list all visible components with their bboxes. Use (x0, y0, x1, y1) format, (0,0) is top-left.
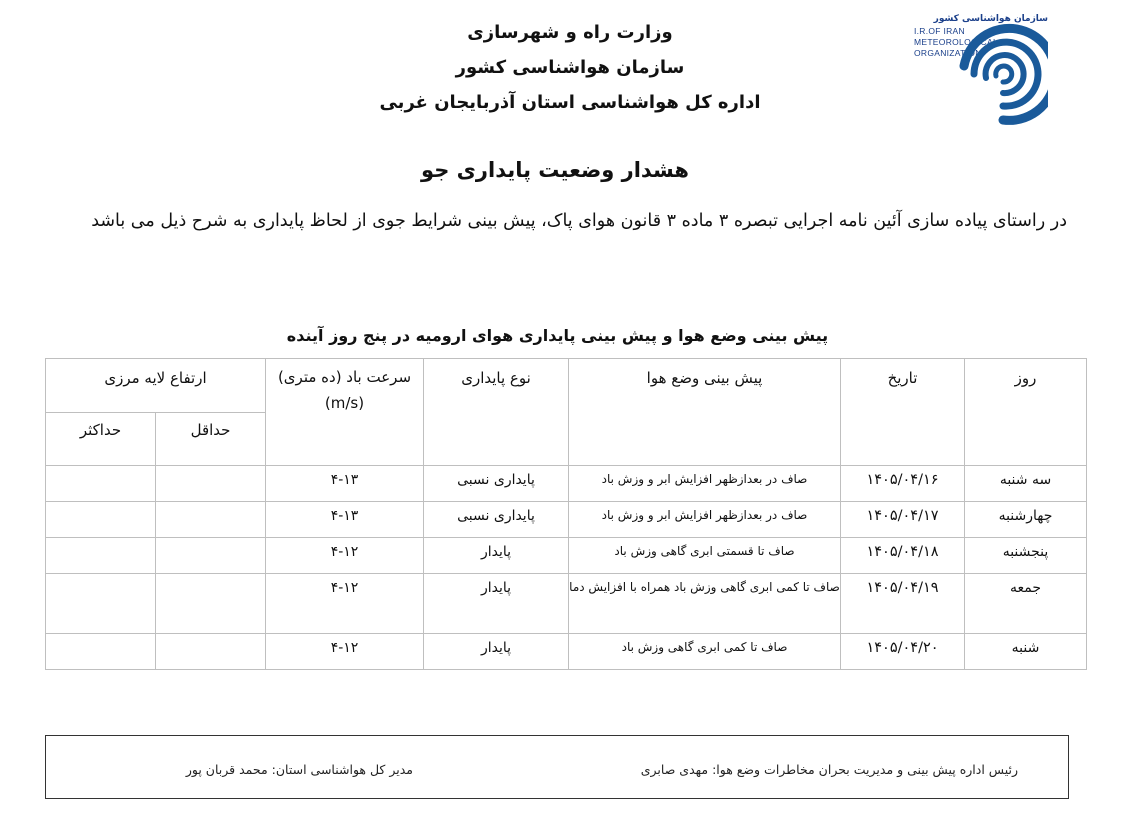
cell-date: ۱۴۰۵/۰۴/۱۶ (841, 466, 965, 502)
cell-weather: صاف در بعدازظهر افزایش ابر و وزش باد (569, 466, 841, 502)
cell-stability: پایدار (424, 634, 569, 670)
cell-wind: ۴-۱۳ (266, 502, 424, 538)
cell-min (156, 574, 266, 634)
page-title: هشدار وضعیت پایداری جو (421, 158, 689, 182)
director-general-signature: مدیر کل هواشناسی استان: محمد قربان پور (185, 762, 413, 777)
cell-date: ۱۴۰۵/۰۴/۱۸ (841, 538, 965, 574)
header-boundary-layer: ارتفاع لایه مرزی (46, 359, 266, 413)
organization-name: سازمان هواشناسی کشور (455, 57, 685, 78)
cell-min (156, 538, 266, 574)
cell-weather: صاف تا کمی ابری گاهی وزش باد (569, 634, 841, 670)
cell-wind: ۴-۱۲ (266, 538, 424, 574)
cell-day: پنجشنبه (965, 538, 1087, 574)
cell-min (156, 634, 266, 670)
header-min: حداقل (156, 412, 266, 466)
header-wind-speed: سرعت باد (ده متری) (m/s) (266, 359, 424, 466)
logo-spiral-icon (958, 16, 1048, 126)
cell-wind: ۴-۱۲ (266, 574, 424, 634)
cell-max (46, 538, 156, 574)
cell-weather: صاف تا کمی ابری گاهی وزش باد همراه با افزایش دما (569, 574, 841, 634)
cell-stability: پایداری نسبی (424, 502, 569, 538)
cell-stability: پایداری نسبی (424, 466, 569, 502)
cell-day: جمعه (965, 574, 1087, 634)
intro-paragraph: در راستای پیاده سازی آئین نامه اجرایی تبصره ۳ ماده ۳ قانون هوای پاک، پیش بینی شرایط جوی از لحاظ پایداری به شرح ذیل می باشد (91, 211, 1067, 231)
cell-stability: پایدار (424, 574, 569, 634)
header-date: تاریخ (841, 359, 965, 466)
cell-max (46, 574, 156, 634)
table-row (46, 538, 1087, 574)
cell-wind: ۴-۱۲ (266, 634, 424, 670)
cell-date: ۱۴۰۵/۰۴/۱۹ (841, 574, 965, 634)
cell-max (46, 634, 156, 670)
cell-min (156, 466, 266, 502)
header-max: حداکثر (46, 412, 156, 466)
cell-day: شنبه (965, 634, 1087, 670)
meteorological-organization-logo (896, 12, 1056, 127)
cell-max (46, 466, 156, 502)
cell-date: ۱۴۰۵/۰۴/۱۷ (841, 502, 965, 538)
table-row (46, 634, 1087, 670)
cell-min (156, 502, 266, 538)
forecast-table (45, 358, 1087, 670)
cell-day: چهارشنبه (965, 502, 1087, 538)
logo-persian-text: سازمان هواشناسی کشور (933, 14, 1048, 24)
cell-weather: صاف در بعدازظهر افزایش ابر و وزش باد (569, 502, 841, 538)
logo-english-text: I.R.OF IRAN METEOROLOGICAL ORGANIZATION (913, 26, 998, 58)
table-title: پیش بینی وضع هوا و پیش بینی پایداری هوای ارومیه در پنج روز آینده (286, 326, 829, 345)
cell-day: سه شنبه (965, 466, 1087, 502)
header-weather: پیش بینی وضع هوا (569, 359, 841, 466)
header-day: روز (965, 359, 1087, 466)
forecast-chief-signature: رئیس اداره پیش بینی و مدیریت بحران مخاطرات وضع هوا: مهدی صابری (640, 762, 1018, 777)
cell-stability: پایدار (424, 538, 569, 574)
cell-weather: صاف تا قسمتی ابری گاهی وزش باد (569, 538, 841, 574)
cell-date: ۱۴۰۵/۰۴/۲۰ (841, 634, 965, 670)
ministry-name: وزارت راه و شهرسازی (467, 22, 673, 43)
cell-wind: ۴-۱۳ (266, 466, 424, 502)
table-row (46, 574, 1087, 634)
table-header-row (46, 359, 1087, 413)
office-name: اداره کل هواشناسی استان آذربایجان غربی (379, 92, 761, 113)
table-row (46, 502, 1087, 538)
table-row (46, 466, 1087, 502)
cell-max (46, 502, 156, 538)
signature-box (45, 735, 1069, 799)
header-stability: نوع پایداری (424, 359, 569, 466)
